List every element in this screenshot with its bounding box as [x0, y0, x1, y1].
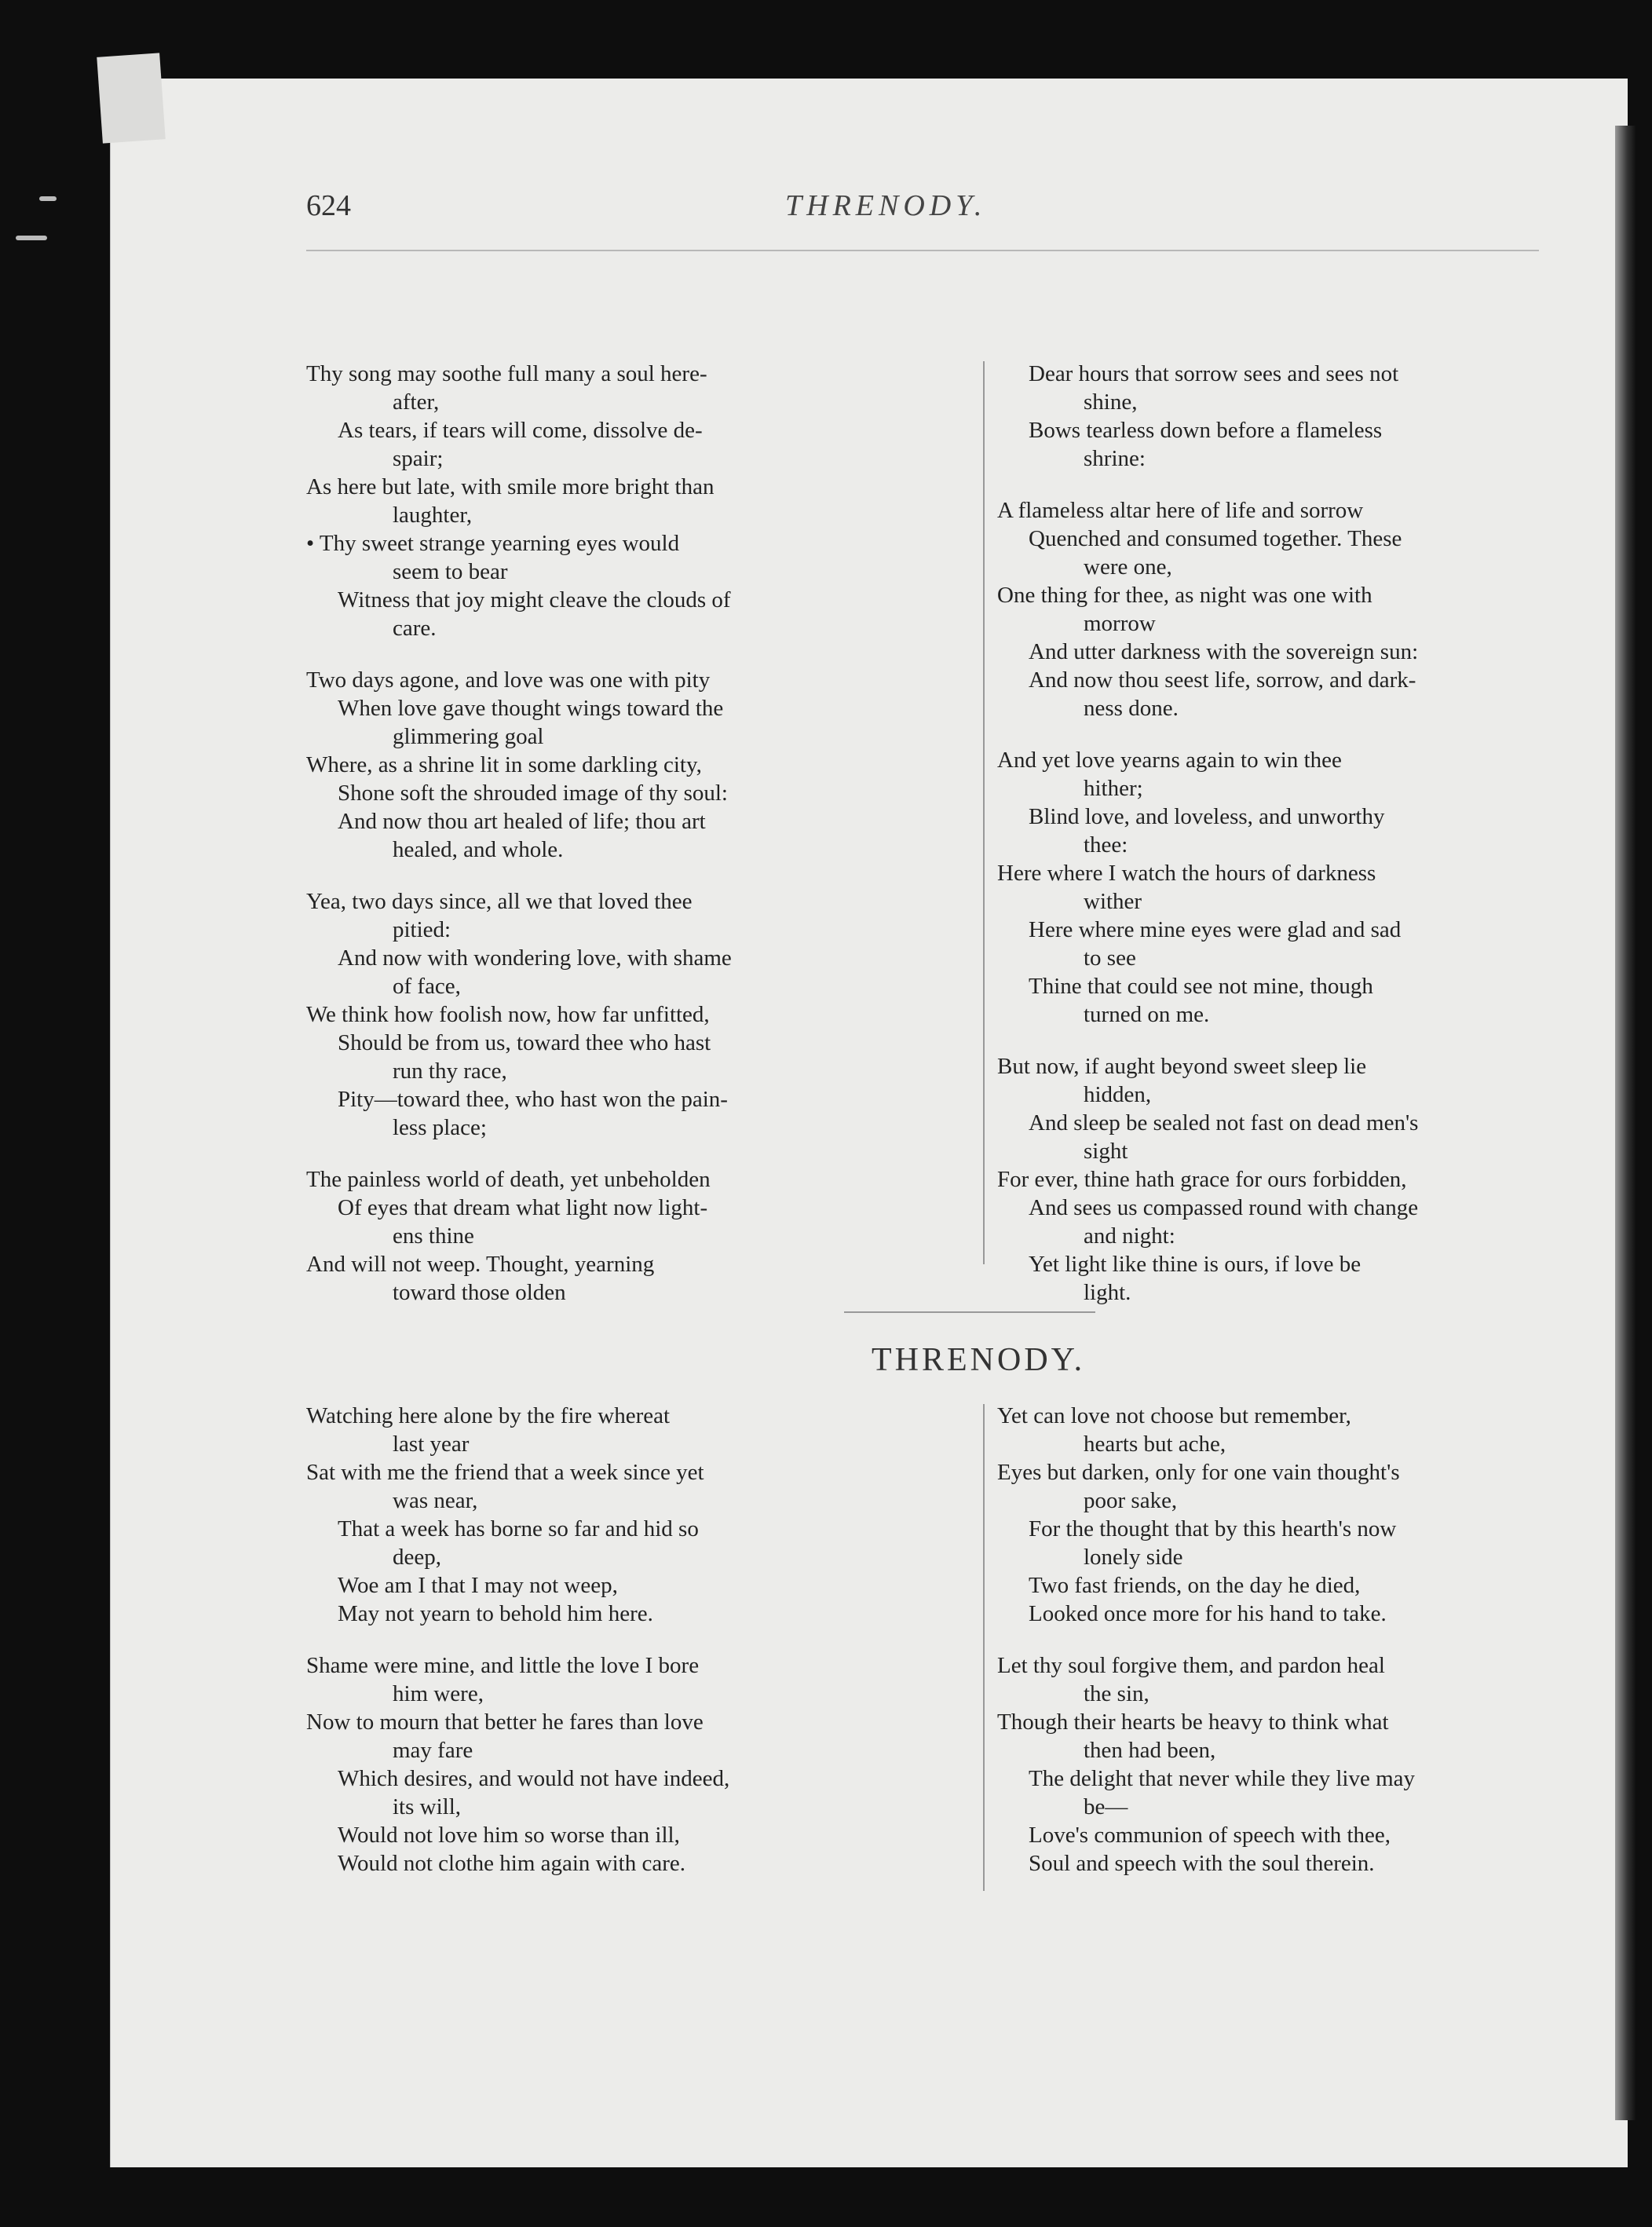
column-divider: [983, 361, 985, 1264]
verse-line: Here where mine eyes were glad and sad: [1029, 917, 1402, 942]
verse-line: Where, as a shrine lit in some darkling city,: [306, 752, 702, 777]
verse-line: And utter darkness with the sovereign sun:: [1029, 639, 1419, 664]
stanza-gap: [306, 1142, 974, 1165]
verse-line: Here where I watch the hours of darkness: [997, 861, 1376, 886]
verse-line: Would not love him so worse than ill,: [338, 1823, 680, 1848]
verse-line: then had been,: [1084, 1738, 1216, 1763]
verse-line: Watching here alone by the fire whereat: [306, 1403, 671, 1428]
page-number: 624: [306, 189, 351, 222]
running-header: [306, 188, 1539, 228]
header-rule: [306, 250, 1539, 251]
binding-gutter: [1615, 126, 1636, 2120]
verse-line: Now to mourn that better he fares than love: [306, 1710, 704, 1735]
verse-line: ness done.: [1084, 696, 1179, 721]
verse-line: Would not clothe him again with care.: [338, 1851, 686, 1876]
verse-line: healed, and whole.: [393, 837, 564, 862]
verse-line: Two days agone, and love was one with pity: [306, 667, 711, 693]
verse-line: seem to bear: [393, 559, 508, 584]
verse-line: Yet can love not choose but remember,: [997, 1403, 1351, 1428]
verse-line: Of eyes that dream what light now light-: [338, 1195, 708, 1220]
verse-line: One thing for thee, as night was one with: [997, 583, 1372, 608]
verse-line: may fare: [393, 1738, 473, 1763]
stanza-gap: [997, 1029, 1547, 1052]
verse-line: shrine:: [1084, 446, 1146, 471]
verse-line: Sat with me the friend that a week since yet: [306, 1460, 704, 1485]
verse-line: And now thou art healed of life; thou art: [338, 809, 706, 834]
verse-line: Witness that joy might cleave the clouds of: [338, 587, 731, 613]
verse-line: the sin,: [1084, 1681, 1149, 1706]
verse-line: light.: [1084, 1280, 1131, 1305]
section-rule: [844, 1311, 1095, 1313]
verse-line: The painless world of death, yet unbeholden: [306, 1167, 711, 1192]
verse-line: And now thou seest life, sorrow, and dark-: [1029, 667, 1416, 693]
verse-line: sight: [1084, 1139, 1128, 1164]
column-divider: [983, 1404, 985, 1891]
verse-line: Eyes but darken, only for one vain thought's: [997, 1460, 1400, 1485]
verse-line: him were,: [393, 1681, 484, 1706]
verse-line: Shame were mine, and little the love I bore: [306, 1653, 700, 1678]
verse-line: and night:: [1084, 1223, 1175, 1249]
stanza-gap: [997, 1628, 1547, 1651]
verse-line: Woe am I that I may not weep,: [338, 1573, 618, 1598]
verse-line: • Thy sweet strange yearning eyes would: [306, 531, 680, 556]
verse-line: But now, if aught beyond sweet sleep lie: [997, 1054, 1367, 1079]
verse-line: care.: [393, 616, 437, 641]
verse-line: poor sake,: [1084, 1488, 1178, 1513]
poem-column-bottom-left: [306, 1402, 974, 1878]
poem-column-top-left: [306, 360, 974, 1307]
verse-line: spair;: [393, 446, 444, 471]
verse-line: Yea, two days since, all we that loved thee: [306, 889, 693, 914]
verse-line: And yet love yearns again to win thee: [997, 748, 1342, 773]
verse-line: after,: [393, 389, 440, 415]
verse-line: less place;: [393, 1115, 487, 1140]
running-title: THRENODY.: [785, 189, 987, 222]
verse-line: Let thy soul forgive them, and pardon heal: [997, 1653, 1385, 1678]
verse-line: hither;: [1084, 776, 1143, 801]
verse-line: Two fast friends, on the day he died,: [1029, 1573, 1361, 1598]
verse-line: hearts but ache,: [1084, 1432, 1226, 1457]
verse-line: For ever, thine hath grace for ours forbidden,: [997, 1167, 1407, 1192]
verse-line: May not yearn to behold him here.: [338, 1601, 653, 1626]
verse-line: toward those olden: [393, 1280, 566, 1305]
verse-line: Soul and speech with the soul therein.: [1029, 1851, 1375, 1876]
verse-line: its will,: [393, 1794, 462, 1819]
verse-line: Blind love, and loveless, and unworthy: [1029, 804, 1385, 829]
verse-line: Thine that could see not mine, though: [1029, 974, 1373, 999]
verse-line: ens thine: [393, 1223, 474, 1249]
verse-line: wither: [1084, 889, 1142, 914]
verse-line: Pity—toward thee, who hast won the pain-: [338, 1087, 728, 1112]
scan-mark: [16, 236, 47, 240]
verse-line: morrow: [1084, 611, 1156, 636]
verse-line: shine,: [1084, 389, 1138, 415]
verse-line: hidden,: [1084, 1082, 1152, 1107]
verse-line: glimmering goal: [393, 724, 544, 749]
verse-line: When love gave thought wings toward the: [338, 696, 724, 721]
verse-line: And sleep be sealed not fast on dead men's: [1029, 1110, 1419, 1135]
verse-line: That a week has borne so far and hid so: [338, 1516, 699, 1541]
verse-line: And sees us compassed round with change: [1029, 1195, 1419, 1220]
verse-line: pitied:: [393, 917, 451, 942]
poem-column-bottom-right: [997, 1402, 1547, 1878]
verse-line: We think how foolish now, how far unfitted,: [306, 1002, 710, 1027]
verse-line: were one,: [1084, 554, 1172, 580]
verse-line: And now with wondering love, with shame: [338, 945, 732, 971]
verse-line: was near,: [393, 1488, 478, 1513]
verse-line: deep,: [393, 1545, 441, 1570]
poem-column-top-right: [997, 360, 1547, 1307]
verse-line: Quenched and consumed together. These: [1029, 526, 1402, 551]
verse-line: lonely side: [1084, 1545, 1183, 1570]
verse-line: Which desires, and would not have indeed,: [338, 1766, 730, 1791]
verse-line: run thy race,: [393, 1059, 507, 1084]
verse-line: turned on me.: [1084, 1002, 1210, 1027]
verse-line: Looked once more for his hand to take.: [1029, 1601, 1387, 1626]
stanza-gap: [306, 642, 974, 666]
verse-line: Love's communion of speech with thee,: [1029, 1823, 1391, 1848]
verse-line: Bows tearless down before a flameless: [1029, 418, 1383, 443]
verse-line: As here but late, with smile more bright than: [306, 474, 715, 499]
verse-line: be—: [1084, 1794, 1128, 1819]
verse-line: Thy song may soothe full many a soul here-: [306, 361, 707, 386]
stanza-gap: [306, 864, 974, 887]
verse-line: Shone soft the shrouded image of thy soul:: [338, 781, 728, 806]
verse-line: The delight that never while they live may: [1029, 1766, 1416, 1791]
verse-line: As tears, if tears will come, dissolve de-: [338, 418, 703, 443]
verse-line: of face,: [393, 974, 461, 999]
verse-line: Dear hours that sorrow sees and sees not: [1029, 361, 1399, 386]
verse-line: Should be from us, toward thee who hast: [338, 1030, 711, 1055]
verse-line: And will not weep. Thought, yearning: [306, 1252, 655, 1277]
verse-line: Though their hearts be heavy to think what: [997, 1710, 1389, 1735]
stanza-gap: [997, 473, 1547, 496]
verse-line: thee:: [1084, 832, 1128, 858]
section-title: THRENODY.: [872, 1342, 1086, 1378]
verse-line: last year: [393, 1432, 470, 1457]
verse-line: to see: [1084, 945, 1136, 971]
verse-line: laughter,: [393, 503, 473, 528]
stanza-gap: [306, 1628, 974, 1651]
stanza-gap: [997, 722, 1547, 746]
verse-line: Yet light like thine is ours, if love be: [1029, 1252, 1361, 1277]
scan-mark: [39, 196, 57, 201]
verse-line: For the thought that by this hearth's now: [1029, 1516, 1397, 1541]
verse-line: A flameless altar here of life and sorrow: [997, 498, 1364, 523]
